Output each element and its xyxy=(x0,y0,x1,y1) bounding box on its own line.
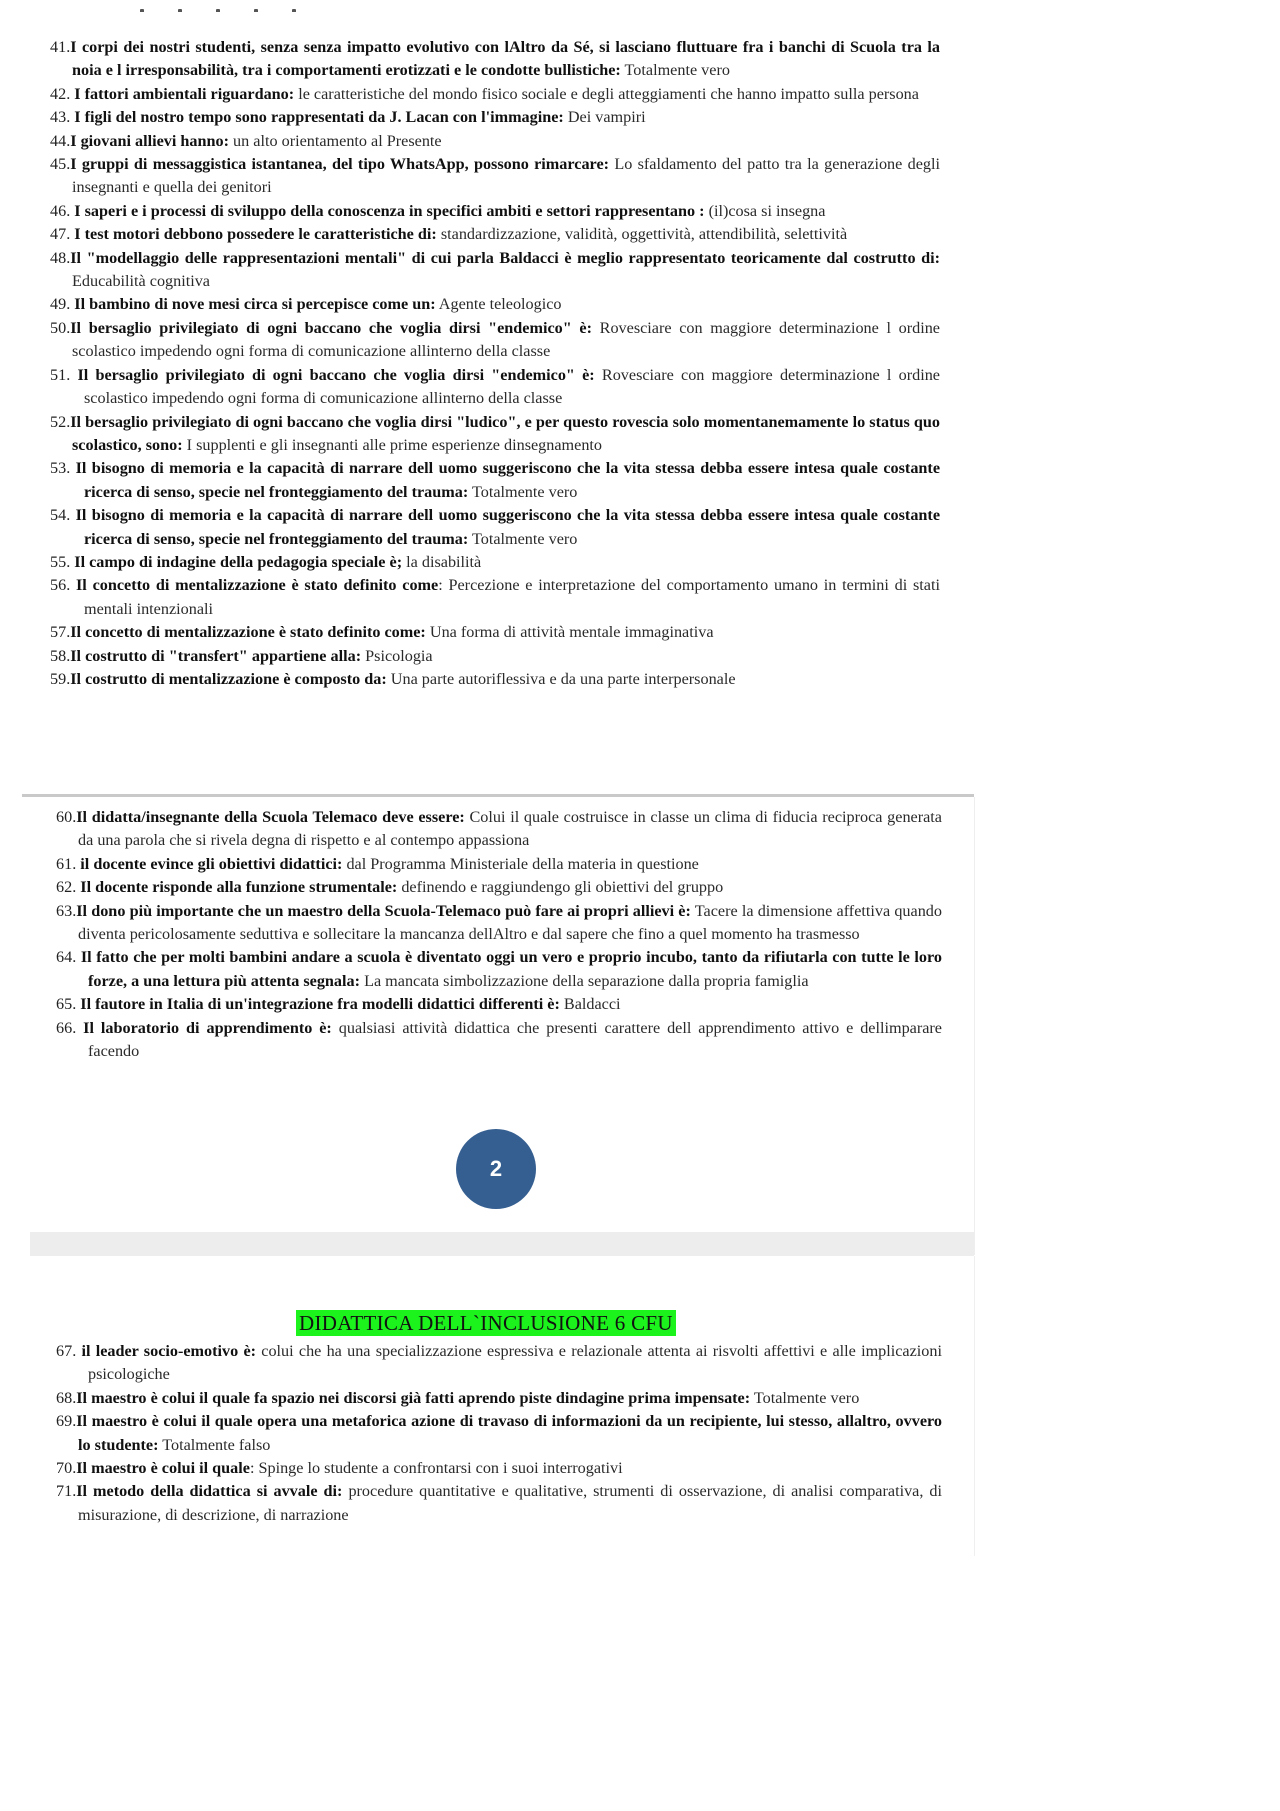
list-item: 53. Il bisogno di memoria e la capacità di narrare dell uomo suggeriscono che la vita stessa debba essere intesa quale costante ricerca di senso, specie nel fronteggiamento del trauma: Totalmente vero xyxy=(50,459,940,501)
list-item: 57.Il concetto di mentalizzazione è stato definito come: Una forma di attività mentale immaginativa xyxy=(50,623,714,642)
list-item: 65. Il fautore in Italia di un'integrazione fra modelli didattici differenti è: Baldacci xyxy=(56,995,621,1014)
list-item: 50.Il bersaglio privilegiato di ogni baccano che voglia dirsi "endemico" è: Rovesciare con maggiore determinazione l ordine scolastico impedendo ogni forma di comunicazione allinterno della classe xyxy=(50,318,940,361)
list-item: 61. il docente evince gli obiettivi didattici: dal Programma Ministeriale della materia in questione xyxy=(56,854,699,873)
list-item: 52.Il bersaglio privilegiato di ogni baccano che voglia dirsi "ludico", e per questo rovescia solo momentanemamente lo status quo scolastico, sono: I supplenti e gli insegnanti alle prime esperienze dinsegnamento xyxy=(50,412,940,454)
list-item: 58.Il costrutto di "transfert" appartiene alla: Psicologia xyxy=(50,646,433,665)
question-list-middle xyxy=(56,806,942,1063)
section-title: DIDATTICA DELL`INCLUSIONE 6 CFU xyxy=(296,1310,676,1336)
cut-off-previous-line xyxy=(140,0,360,12)
list-item: 46. I saperi e i processi di sviluppo della conoscenza in specifici ambiti e settori rappresentano : (il)cosa si insegna xyxy=(50,201,826,220)
list-item: 54. Il bisogno di memoria e la capacità di narrare dell uomo suggeriscono che la vita stessa debba essere intesa quale costante ricerca di senso, specie nel fronteggiamento del trauma: Totalmente vero xyxy=(50,506,940,548)
list-item: 69.Il maestro è colui il quale opera una metaforica azione di travaso di informazioni da un recipiente, lui stesso, allaltro, ovvero lo studente: Totalmente falso xyxy=(56,1412,942,1454)
page-edge xyxy=(974,1256,975,1556)
list-item: 71.Il metodo della didattica si avvale di: procedure quantitative e qualitative, strumenti di osservazione, di analisi comparativa, di misurazione, di descrizione, di narrazione xyxy=(56,1482,942,1524)
list-item: 62. Il docente risponde alla funzione strumentale: definendo e raggiundengo gli obiettivi del gruppo xyxy=(56,878,724,897)
list-item: 67. il leader socio-emotivo è: colui che ha una specializzazione espressiva e relazionale attenta ai risvolti affettivi e alle implicazioni psicologiche xyxy=(56,1342,942,1384)
list-item: 66. Il laboratorio di apprendimento è: qualsiasi attività didattica che presenti carattere dell apprendimento attivo e dellimparare facendo xyxy=(56,1018,942,1061)
list-item: 51. Il bersaglio privilegiato di ogni baccano che voglia dirsi "endemico" è: Rovesciare con maggiore determinazione l ordine scolastico impedendo ogni forma di comunicazione allinterno della classe xyxy=(50,365,940,408)
list-item: 45.I gruppi di messaggistica istantanea, del tipo WhatsApp, possono rimarcare: Lo sfaldamento del patto tra la generazione degli insegnanti e quella dei genitori xyxy=(50,155,940,197)
list-item: 63.Il dono più importante che un maestro della Scuola-Telemaco può fare ai propri allievi è: Tacere la dimensione affettiva quando diventa pericolosamente seduttiva e sollecitare la mancanza dellAltro e dal sapere che fino a quel momento ha trasmesso xyxy=(56,901,942,944)
list-item: 43. I figli del nostro tempo sono rappresentati da J. Lacan con l'immagine: Dei vampiri xyxy=(50,108,646,127)
list-item: 70.Il maestro è colui il quale: Spinge lo studente a confrontarsi con i suoi interrogativi xyxy=(56,1459,623,1478)
list-item: 68.Il maestro è colui il quale fa spazio nei discorsi già fatti aprendo piste dindagine prima impensate: Totalmente vero xyxy=(56,1388,860,1407)
question-list-top xyxy=(50,36,940,691)
question-list-bottom xyxy=(56,1340,942,1527)
page-break-band xyxy=(30,1232,974,1256)
list-item: 41.I corpi dei nostri studenti, senza senza impatto evolutivo con lAltro da Sé, si lasciano fluttuare fra i banchi di Scuola tra la noia e l irresponsabilità, tra i comportamenti erotizzati e le condotte bullistiche: Totalmente vero xyxy=(50,38,940,80)
list-item: 56. Il concetto di mentalizzazione è stato definito come: Percezione e interpretazione del comportamento umano in termini di stati mentali intenzionali xyxy=(50,576,940,618)
list-item: 60.Il didatta/insegnante della Scuola Telemaco deve essere: Colui il quale costruisce in classe un clima di fiducia reciproca generata da una parola che si rivela degna di rispetto e al contempo appassiona xyxy=(56,808,942,850)
list-item: 49. Il bambino di nove mesi circa si percepisce come un: Agente teleologico xyxy=(50,295,562,314)
list-item: 48.Il "modellaggio delle rappresentazioni mentali" di cui parla Baldacci è meglio rappresentato teoricamente dal costrutto di: Educabilità cognitiva xyxy=(50,248,940,291)
list-item: 64. Il fatto che per molti bambini andare a scuola è diventato oggi un vero e proprio incubo, tanto da rifiutarla con tutte le loro forze, a una lettura più attenta segnala: La mancata simbolizzazione della separazione dalla propria famiglia xyxy=(56,948,942,990)
list-item: 47. I test motori debbono possedere le caratteristiche di: standardizzazione, validità, oggettività, attendibilità, selettività xyxy=(50,225,848,244)
list-item: 55. Il campo di indagine della pedagogia speciale è; la disabilità xyxy=(50,552,482,571)
list-item: 44.I giovani allievi hanno: un alto orientamento al Presente xyxy=(50,131,442,150)
page-number-badge: 2 xyxy=(456,1129,536,1209)
list-item: 59.Il costrutto di mentalizzazione è composto da: Una parte autoriflessiva e da una parte interpersonale xyxy=(50,669,736,688)
list-item: 42. I fattori ambientali riguardano: le caratteristiche del mondo fisico sociale e degli atteggiamenti che hanno impatto sulla persona xyxy=(50,84,919,103)
